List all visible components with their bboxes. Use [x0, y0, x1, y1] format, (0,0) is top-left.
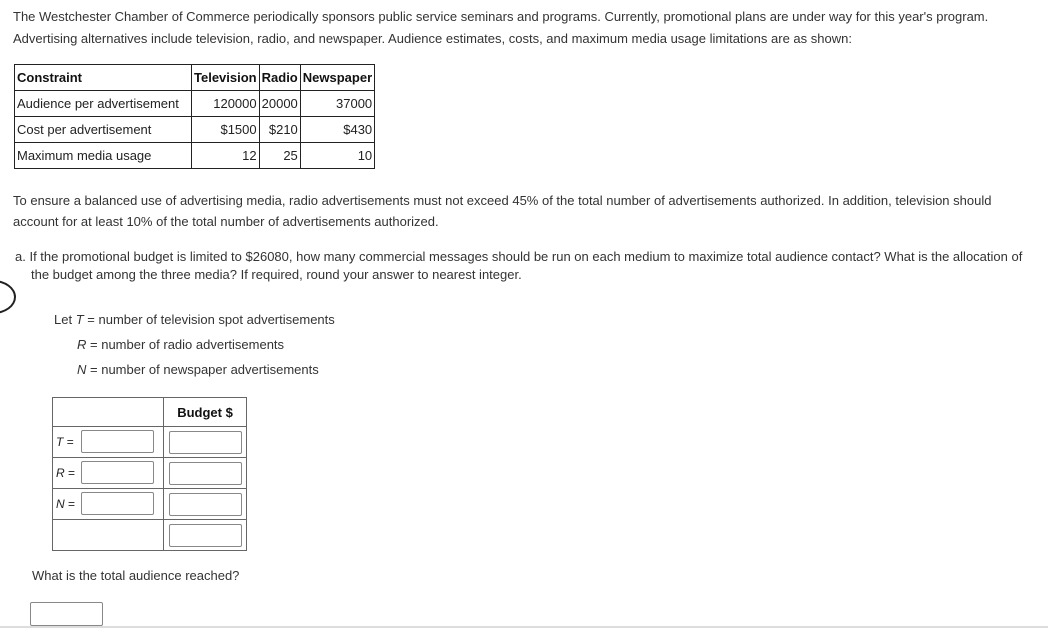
row-label: Maximum media usage	[15, 143, 192, 169]
table-row	[15, 143, 375, 169]
constraints-table	[14, 64, 375, 169]
definition-t	[54, 307, 335, 332]
answer-label-r: R =	[56, 466, 76, 480]
var-r: R	[77, 337, 87, 352]
definition-r	[77, 332, 284, 357]
balance-paragraph: To ensure a balanced use of advertising media, radio advertisements must not exceed 45% of the total number of advertisements authorized. In addition, television should account for at least 10% of the total number of advertisements authorized.	[13, 193, 992, 229]
var-n: N	[77, 362, 87, 377]
constraints-header-row	[15, 65, 375, 91]
definition-n	[77, 357, 319, 382]
circle-marker-icon	[0, 280, 16, 314]
cell-radio: 20000	[259, 91, 300, 117]
cell-television: 12	[192, 143, 260, 169]
r-count-input[interactable]	[81, 461, 154, 484]
cell-radio: $210	[259, 117, 300, 143]
answer-label-t: T =	[56, 435, 74, 449]
divider	[0, 626, 1048, 628]
header-television: Television	[192, 65, 260, 91]
row-label: Cost per advertisement	[15, 117, 192, 143]
def-n: = number of newspaper advertisements	[90, 362, 319, 377]
cell-newspaper: $430	[300, 117, 374, 143]
cell-newspaper: 37000	[300, 91, 374, 117]
table-row	[53, 427, 247, 458]
answer-table	[52, 397, 247, 551]
t-count-input[interactable]	[81, 430, 154, 453]
total-budget-input[interactable]	[169, 524, 242, 547]
budget-header: Budget $	[164, 398, 247, 427]
intro-paragraph: The Westchester Chamber of Commerce periodically sponsors public service seminars and programs. Currently, promotional plans are under way for this year's program. Advertising alternatives include television, radio, and newspaper. Audience estimates, costs, and maximum media usage limitations are as shown:	[13, 9, 989, 46]
n-count-input[interactable]	[81, 492, 154, 515]
header-newspaper: Newspaper	[300, 65, 374, 91]
answer-label-n: N =	[56, 497, 76, 511]
total-audience-question: What is the total audience reached?	[32, 568, 240, 583]
cell-television: $1500	[192, 117, 260, 143]
def-r: = number of radio advertisements	[90, 337, 285, 352]
blank-total-cell	[53, 520, 164, 551]
cell-newspaper: 10	[300, 143, 374, 169]
r-budget-input[interactable]	[169, 462, 242, 485]
answer-header-row	[53, 398, 247, 427]
table-row	[53, 520, 247, 551]
table-row	[15, 91, 375, 117]
n-budget-input[interactable]	[169, 493, 242, 516]
cell-television: 120000	[192, 91, 260, 117]
cell-radio: 25	[259, 143, 300, 169]
table-row	[53, 458, 247, 489]
question-a: a. If the promotional budget is limited to $26080, how many commercial messages should be run on each medium to maximize total audience contact? What is the allocation of the budget among the three media? If required, round your answer to nearest integer.	[15, 249, 1023, 282]
def-t: = number of television spot advertisements	[87, 312, 335, 327]
let-label: Let	[54, 312, 73, 327]
blank-header-cell	[53, 398, 164, 427]
header-constraint: Constraint	[15, 65, 192, 91]
t-budget-input[interactable]	[169, 431, 242, 454]
row-label: Audience per advertisement	[15, 91, 192, 117]
header-radio: Radio	[259, 65, 300, 91]
table-row	[15, 117, 375, 143]
var-t: T	[75, 312, 84, 327]
total-audience-input[interactable]	[30, 602, 103, 626]
table-row	[53, 489, 247, 520]
